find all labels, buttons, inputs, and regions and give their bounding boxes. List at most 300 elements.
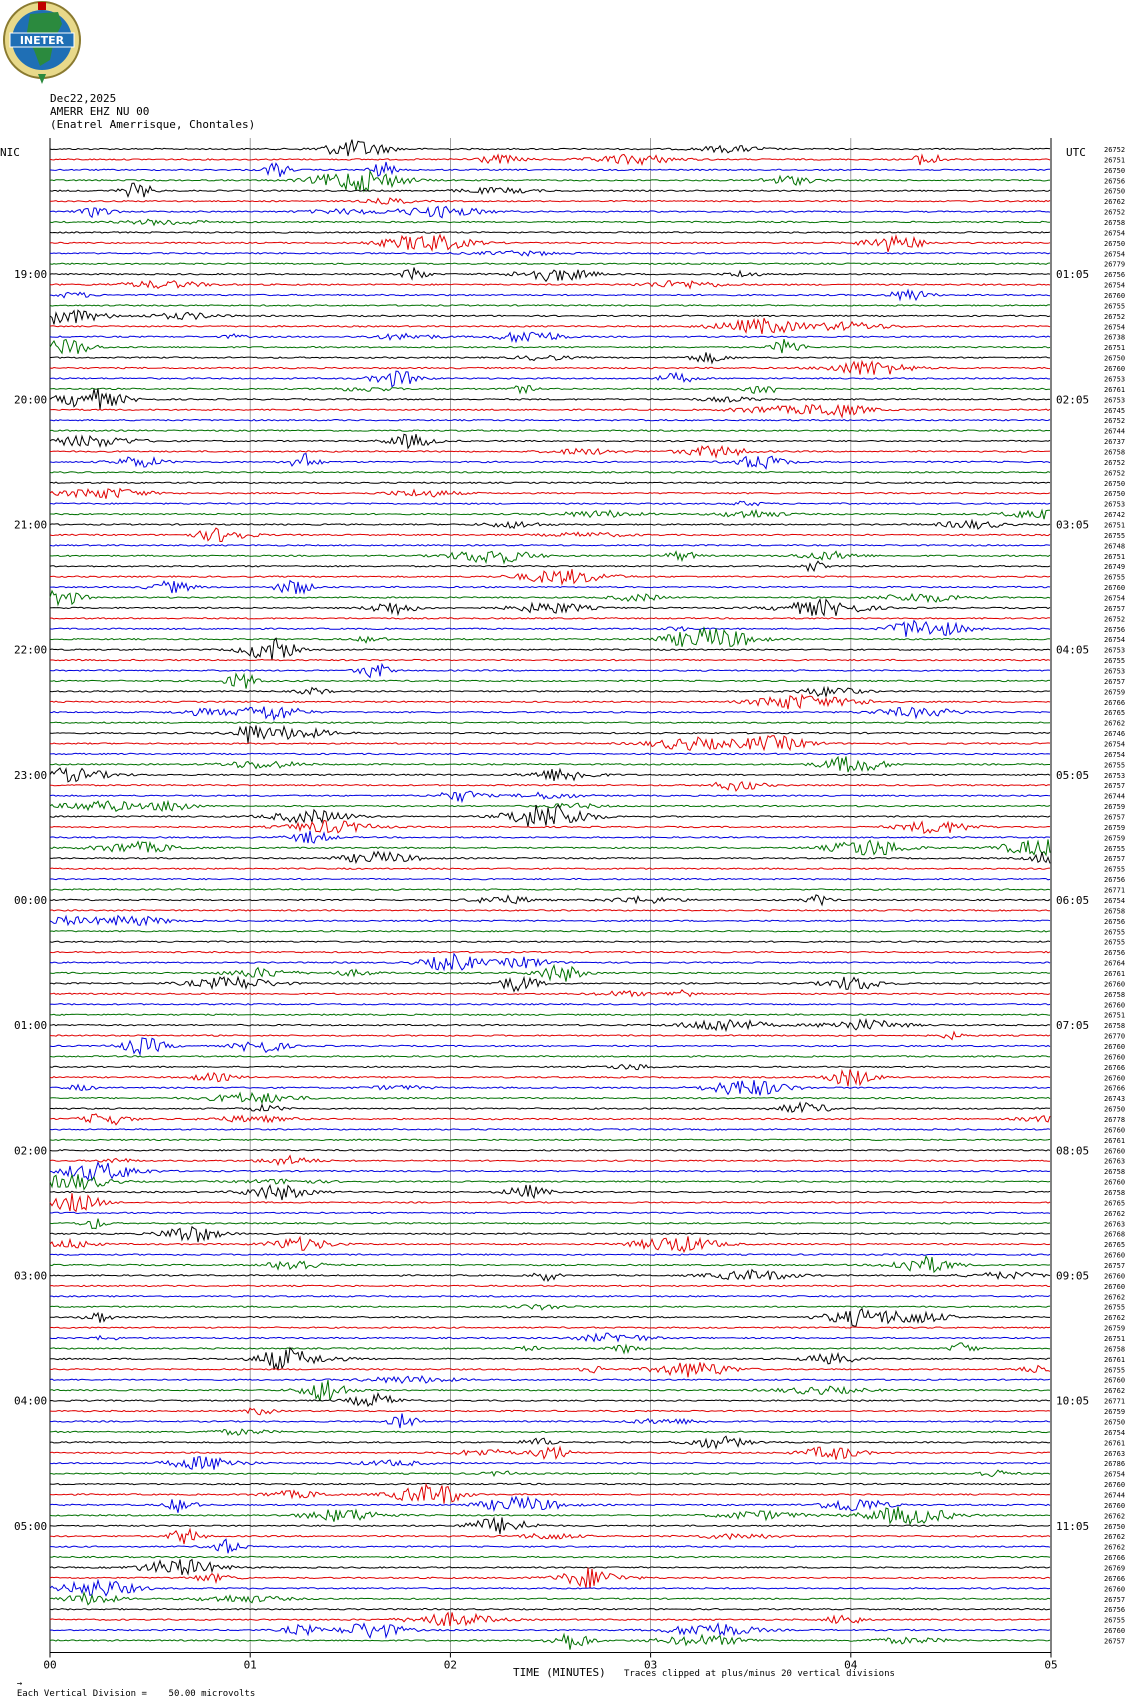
trace-value-label: 26760 <box>1104 1272 1126 1281</box>
seismic-trace <box>50 371 1050 387</box>
trace-value-label: 26754 <box>1104 1470 1126 1479</box>
seismic-trace <box>50 581 1050 594</box>
trace-value-label: 26745 <box>1104 406 1126 415</box>
seismic-trace <box>50 305 1050 306</box>
seismic-trace <box>50 268 1050 282</box>
seismic-trace <box>50 782 1050 791</box>
seismic-trace <box>50 1327 1050 1328</box>
seismic-trace <box>50 1139 1050 1140</box>
seismic-trace <box>50 1156 1050 1165</box>
trace-value-label: 26760 <box>1104 1627 1126 1636</box>
trace-value-label: 26754 <box>1104 229 1126 238</box>
trace-value-label: 26742 <box>1104 511 1126 520</box>
trace-value-label: 26760 <box>1104 980 1126 989</box>
trace-value-label: 26759 <box>1104 803 1126 812</box>
seismic-trace <box>50 318 1050 334</box>
seismic-trace <box>50 1517 1050 1534</box>
seismic-trace <box>50 726 1050 744</box>
x-tick-label: 01 <box>243 1658 257 1672</box>
trace-value-label: 26757 <box>1104 677 1126 686</box>
seismic-trace <box>50 707 1050 720</box>
trace-value-label: 26737 <box>1104 438 1126 447</box>
seismic-trace <box>50 339 1050 354</box>
seismic-trace <box>50 1343 1050 1353</box>
right-hour-label: 10:05 <box>1056 1394 1090 1408</box>
trace-value-label: 26786 <box>1104 1460 1126 1469</box>
right-hour-label: 07:05 <box>1056 1019 1090 1033</box>
trace-value-label: 26753 <box>1104 646 1126 655</box>
trace-value-label: 26763 <box>1104 1449 1126 1458</box>
trace-value-label: 26750 <box>1104 354 1126 363</box>
seismic-trace <box>50 659 1050 660</box>
left-hour-label: 23:00 <box>14 768 48 782</box>
seismic-trace <box>50 1593 1050 1605</box>
seismic-trace <box>50 1394 1050 1407</box>
left-hour-label: 01:00 <box>14 1019 48 1033</box>
trace-value-label: 26762 <box>1104 1387 1126 1396</box>
trace-value-label: 26751 <box>1104 552 1126 561</box>
seismic-trace <box>50 910 1050 911</box>
trace-value-label: 26756 <box>1104 177 1126 186</box>
trace-value-label: 26746 <box>1104 730 1126 739</box>
trace-value-label: 26754 <box>1104 594 1126 603</box>
trace-value-label: 26762 <box>1104 1533 1126 1542</box>
date-label: Dec22,2025 <box>50 92 117 105</box>
seismic-trace <box>50 674 1050 689</box>
left-hour-label: 22:00 <box>14 643 48 657</box>
trace-value-label: 26751 <box>1104 1335 1126 1344</box>
trace-value-label: 26760 <box>1104 584 1126 593</box>
trace-value-label: 26754 <box>1104 281 1126 290</box>
trace-value-label: 26756 <box>1104 271 1126 280</box>
seismic-trace <box>50 1483 1050 1484</box>
trace-value-label: 26761 <box>1104 1439 1126 1448</box>
trace-value-label: 26755 <box>1104 1616 1126 1625</box>
seismic-trace <box>50 420 1050 421</box>
seismic-trace <box>50 1624 1050 1638</box>
trace-value-label: 26754 <box>1104 250 1126 259</box>
seismic-trace <box>50 1470 1050 1477</box>
seismic-trace <box>50 1634 1050 1649</box>
trace-value-label: 26763 <box>1104 1220 1126 1229</box>
seismic-trace <box>50 219 1050 225</box>
trace-value-label: 26752 <box>1104 615 1126 624</box>
seismic-trace <box>50 1162 1050 1180</box>
trace-value-label: 26758 <box>1104 1168 1126 1177</box>
seismic-trace <box>50 1485 1050 1504</box>
trace-value-label: 26759 <box>1104 1324 1126 1333</box>
left-hour-label: 19:00 <box>14 268 48 282</box>
location-label: (Enatrel Amerrisque, Chontales) <box>50 118 256 131</box>
trace-value-label: 26744 <box>1104 792 1126 801</box>
trace-value-label: 26779 <box>1104 260 1126 269</box>
seismic-trace <box>50 1185 1050 1200</box>
seismic-trace <box>50 1581 1050 1596</box>
seismic-trace <box>50 171 1050 191</box>
trace-value-label: 26750 <box>1104 1418 1126 1427</box>
left-hour-label: 02:00 <box>14 1144 48 1158</box>
trace-value-label: 26757 <box>1104 813 1126 822</box>
trace-value-label: 26756 <box>1104 876 1126 885</box>
trace-value-label: 26762 <box>1104 719 1126 728</box>
seismic-trace <box>50 805 1050 827</box>
trace-value-label: 26758 <box>1104 1022 1126 1031</box>
trace-value-label: 26760 <box>1104 1001 1126 1010</box>
trace-value-label: 26751 <box>1104 344 1126 353</box>
trace-value-label: 26761 <box>1104 1355 1126 1364</box>
seismic-trace <box>50 1609 1050 1610</box>
seismic-trace <box>50 1285 1050 1286</box>
seismic-trace <box>50 1020 1050 1031</box>
seismic-trace <box>50 1414 1050 1429</box>
x-axis-title: TIME (MINUTES) <box>513 1666 606 1679</box>
seismic-trace <box>50 472 1050 473</box>
station-label: AMERR EHZ NU 00 <box>50 105 150 118</box>
seismic-trace <box>50 1559 1050 1575</box>
trace-value-label: 26755 <box>1104 573 1126 582</box>
seismic-trace <box>50 791 1050 801</box>
trace-value-label: 26759 <box>1104 688 1126 697</box>
trace-value-label: 26754 <box>1104 1428 1126 1437</box>
trace-value-label: 26750 <box>1104 1105 1126 1114</box>
seismic-trace <box>50 1429 1050 1435</box>
seismic-trace <box>50 1114 1050 1125</box>
seismic-trace <box>50 878 1050 879</box>
seismic-trace <box>50 263 1050 264</box>
seismic-trace <box>50 386 1050 394</box>
right-hour-label: 03:05 <box>1056 518 1090 532</box>
right-hour-label: 02:05 <box>1056 393 1090 407</box>
seismic-trace <box>50 1212 1050 1213</box>
seismic-trace <box>50 1193 1050 1211</box>
trace-value-label: 26752 <box>1104 146 1126 154</box>
trace-value-label: 26758 <box>1104 219 1126 228</box>
seismic-trace <box>50 820 1050 833</box>
seismic-trace <box>50 1612 1050 1626</box>
trace-value-label: 26744 <box>1104 427 1126 436</box>
right-hour-label: 11:05 <box>1056 1519 1090 1533</box>
arrow-icon: → <box>16 1679 23 1689</box>
seismic-trace <box>50 1065 1050 1070</box>
seismic-trace <box>50 310 1050 324</box>
left-hour-label: 05:00 <box>14 1519 48 1533</box>
trace-value-label: 26760 <box>1104 1501 1126 1510</box>
seismic-trace <box>50 1080 1050 1095</box>
seismic-trace <box>50 1457 1050 1470</box>
seismic-trace <box>50 489 1050 499</box>
seismic-trace <box>50 736 1050 751</box>
trace-value-label: 26760 <box>1104 1178 1126 1187</box>
trace-value-label: 26751 <box>1104 521 1126 530</box>
seismic-trace <box>50 990 1050 997</box>
seismic-trace <box>50 831 1050 843</box>
trace-value-label: 26768 <box>1104 1230 1126 1239</box>
seismic-trace <box>50 951 1050 952</box>
trace-value-label: 26758 <box>1104 1189 1126 1197</box>
trace-value-label: 26766 <box>1104 1063 1126 1072</box>
seismic-trace <box>50 1219 1050 1229</box>
right-hour-label: 05:05 <box>1056 768 1090 782</box>
seismic-trace <box>50 1150 1050 1151</box>
trace-value-label: 26753 <box>1104 396 1126 405</box>
seismic-trace <box>50 520 1050 529</box>
seismic-trace <box>50 1376 1050 1383</box>
trace-value-label: 26769 <box>1104 1564 1126 1573</box>
trace-value-label: 26744 <box>1104 1491 1126 1500</box>
seismic-trace <box>50 599 1050 615</box>
trace-value-label: 26753 <box>1104 500 1126 509</box>
seismic-trace <box>50 1070 1050 1087</box>
seismic-trace <box>50 281 1050 289</box>
trace-value-label: 26749 <box>1104 563 1126 572</box>
trace-value-label: 26758 <box>1104 1345 1126 1354</box>
seismic-trace <box>50 290 1050 300</box>
trace-value-label: 26756 <box>1104 949 1126 958</box>
trace-value-label: 26757 <box>1104 1637 1126 1646</box>
seismic-trace <box>50 1236 1050 1251</box>
right-hour-label: 06:05 <box>1056 893 1090 907</box>
seismic-trace <box>50 840 1050 856</box>
trace-value-label: 26738 <box>1104 333 1126 342</box>
seismic-trace <box>50 1362 1050 1377</box>
trace-value-label: 26754 <box>1104 636 1126 645</box>
trace-value-label: 26756 <box>1104 1606 1126 1615</box>
trace-value-label: 26750 <box>1104 490 1126 499</box>
trace-value-label: 26755 <box>1104 302 1126 311</box>
trace-value-label: 26755 <box>1104 1366 1126 1375</box>
seismic-trace <box>50 1227 1050 1242</box>
seismic-trace <box>50 621 1050 637</box>
seismic-trace <box>50 1296 1050 1297</box>
seismic-trace <box>50 941 1050 942</box>
seismic-trace <box>50 352 1050 363</box>
right-hour-label: 09:05 <box>1056 1269 1090 1283</box>
seismic-trace <box>50 664 1050 677</box>
trace-value-label: 26761 <box>1104 1136 1126 1145</box>
clip-note: Traces clipped at plus/minus 20 vertical divisions <box>624 1669 895 1679</box>
trace-value-label: 26752 <box>1104 312 1126 321</box>
left-hour-label: 21:00 <box>14 518 48 532</box>
seismic-trace <box>50 501 1050 505</box>
trace-value-label: 26766 <box>1104 698 1126 707</box>
trace-value-label: 26766 <box>1104 1574 1126 1583</box>
left-hour-label: 00:00 <box>14 893 48 907</box>
seismic-trace <box>50 183 1050 197</box>
seismic-trace <box>50 430 1050 431</box>
seismic-trace <box>50 482 1050 483</box>
right-hour-label: 08:05 <box>1056 1144 1090 1158</box>
trace-value-label: 26760 <box>1104 1585 1126 1594</box>
seismic-trace <box>50 510 1050 519</box>
trace-value-label: 26760 <box>1104 292 1126 301</box>
trace-value-label: 26771 <box>1104 1397 1126 1406</box>
seismic-trace <box>50 362 1050 375</box>
seismic-trace <box>50 966 1050 982</box>
seismic-trace <box>50 528 1050 541</box>
seismic-trace <box>50 434 1050 448</box>
seismic-trace <box>50 1556 1050 1557</box>
trace-value-label: 26750 <box>1104 166 1126 175</box>
seismic-trace <box>50 154 1050 165</box>
trace-value-label: 26752 <box>1104 208 1126 217</box>
seismic-trace <box>50 446 1050 457</box>
seismic-trace <box>50 895 1050 905</box>
seismic-trace <box>50 628 1050 647</box>
trace-value-label: 26770 <box>1104 1032 1126 1041</box>
trace-value-label: 26752 <box>1104 417 1126 426</box>
trace-value-label: 26757 <box>1104 782 1126 791</box>
x-tick-label: 04 <box>844 1658 858 1672</box>
seismic-trace <box>50 1174 1050 1189</box>
seismic-trace <box>50 1038 1050 1054</box>
seismic-trace <box>50 454 1050 469</box>
trace-value-label: 26765 <box>1104 1199 1126 1208</box>
seismic-trace <box>50 388 1050 409</box>
right-hour-label: 01:05 <box>1056 268 1090 282</box>
trace-value-label: 26766 <box>1104 1554 1126 1563</box>
x-tick-label: 02 <box>443 1658 458 1672</box>
seismic-trace <box>50 1497 1050 1513</box>
seismic-trace <box>50 1103 1050 1112</box>
trace-value-label: 26743 <box>1104 1095 1126 1104</box>
seismic-trace <box>50 1436 1050 1448</box>
seismic-trace <box>50 931 1050 932</box>
trace-value-label: 26762 <box>1104 1293 1126 1302</box>
seismic-trace <box>50 1004 1050 1005</box>
seismic-trace <box>50 954 1050 970</box>
trace-value-label: 26778 <box>1104 1115 1126 1124</box>
seismic-trace <box>50 207 1050 218</box>
seismic-trace <box>50 1529 1050 1544</box>
trace-value-label: 26754 <box>1104 323 1126 332</box>
seismic-trace <box>50 591 1050 605</box>
seismic-trace <box>50 1254 1050 1255</box>
trace-value-label: 26753 <box>1104 667 1126 676</box>
trace-value-label: 26750 <box>1104 1522 1126 1531</box>
seismic-trace <box>50 801 1050 811</box>
seismic-trace <box>50 753 1050 754</box>
logo-text: INETER <box>19 34 65 47</box>
seismic-trace <box>50 1333 1050 1341</box>
seismic-trace <box>50 1014 1050 1015</box>
seismic-trace <box>50 618 1050 619</box>
x-tick-label: 00 <box>43 1658 57 1672</box>
seismic-trace <box>50 232 1050 233</box>
seismic-trace <box>50 1256 1050 1272</box>
trace-value-label: 26764 <box>1104 959 1126 968</box>
trace-value-label: 26754 <box>1104 740 1126 749</box>
trace-value-label: 26760 <box>1104 1376 1126 1385</box>
trace-value-label: 26756 <box>1104 625 1126 634</box>
trace-value-label: 26759 <box>1104 1408 1126 1417</box>
left-timezone-label: NIC <box>0 146 20 159</box>
seismic-trace <box>50 1129 1050 1130</box>
trace-value-label: 26762 <box>1104 1543 1126 1552</box>
trace-value-label: 26763 <box>1104 1157 1126 1166</box>
trace-value-label: 26760 <box>1104 1042 1126 1051</box>
seismic-trace <box>50 569 1050 584</box>
trace-value-label: 26760 <box>1104 1251 1126 1260</box>
trace-value-label: 26760 <box>1104 1053 1126 1062</box>
seismic-trace <box>50 1056 1050 1057</box>
trace-value-label: 26755 <box>1104 844 1126 853</box>
right-timezone-label: UTC <box>1066 146 1086 159</box>
trace-value-label: 26755 <box>1104 761 1126 770</box>
seismic-trace <box>50 1093 1050 1103</box>
trace-value-label: 26757 <box>1104 1262 1126 1271</box>
seismic-trace <box>50 140 1050 157</box>
trace-value-label: 26761 <box>1104 969 1126 978</box>
seismic-trace <box>50 1032 1050 1040</box>
seismic-trace <box>50 1408 1050 1415</box>
trace-value-label: 26750 <box>1104 479 1126 488</box>
trace-value-label: 26766 <box>1104 1084 1126 1093</box>
trace-value-label: 26760 <box>1104 1147 1126 1156</box>
trace-value-label: 26753 <box>1104 375 1126 384</box>
trace-value-label: 26750 <box>1104 239 1126 248</box>
seismic-trace <box>50 852 1050 864</box>
seismic-trace <box>50 1539 1050 1553</box>
trace-value-label: 26760 <box>1104 1126 1126 1135</box>
x-tick-label: 03 <box>643 1658 658 1672</box>
trace-value-label: 26760 <box>1104 1481 1126 1490</box>
seismic-trace <box>50 1270 1050 1281</box>
seismic-trace <box>50 405 1050 417</box>
seismic-trace <box>50 198 1050 204</box>
trace-value-label: 26755 <box>1104 531 1126 540</box>
right-hour-label: 04:05 <box>1056 643 1090 657</box>
trace-value-label: 26755 <box>1104 865 1126 874</box>
trace-value-label: 26758 <box>1104 448 1126 457</box>
seismic-trace <box>50 695 1050 709</box>
trace-value-label: 26762 <box>1104 198 1126 207</box>
trace-value-label: 26753 <box>1104 771 1126 780</box>
trace-value-label: 26750 <box>1104 187 1126 196</box>
trace-value-label: 26748 <box>1104 542 1126 551</box>
trace-value-label: 26754 <box>1104 750 1126 759</box>
seismic-trace <box>50 561 1050 571</box>
x-tick-label: 05 <box>1044 1658 1058 1672</box>
seismic-trace <box>50 1309 1050 1326</box>
trace-value-label: 26762 <box>1104 1209 1126 1218</box>
trace-value-label: 26771 <box>1104 886 1126 895</box>
trace-value-label: 26761 <box>1104 385 1126 394</box>
seismic-trace <box>50 638 1050 660</box>
trace-value-label: 26759 <box>1104 834 1126 843</box>
seismic-trace <box>50 1568 1050 1589</box>
trace-value-label: 26760 <box>1104 1282 1126 1291</box>
seismic-trace <box>50 551 1050 563</box>
trace-value-label: 26752 <box>1104 469 1126 478</box>
seismic-trace <box>50 868 1050 869</box>
left-hour-label: 04:00 <box>14 1394 48 1408</box>
trace-value-label: 26755 <box>1104 938 1126 947</box>
seismic-trace <box>50 1348 1050 1370</box>
trace-value-label: 26756 <box>1104 917 1126 926</box>
seismic-trace <box>50 545 1050 546</box>
trace-value-label: 26755 <box>1104 657 1126 666</box>
trace-value-label: 26758 <box>1104 990 1126 999</box>
trace-value-label: 26759 <box>1104 823 1126 832</box>
seismic-trace <box>50 889 1050 890</box>
left-hour-label: 03:00 <box>14 1269 48 1283</box>
trace-value-label: 26765 <box>1104 709 1126 718</box>
trace-value-label: 26765 <box>1104 1241 1126 1250</box>
left-hour-label: 20:00 <box>14 393 48 407</box>
trace-value-label: 26754 <box>1104 896 1126 905</box>
seismic-trace <box>50 1506 1050 1524</box>
trace-value-label: 26760 <box>1104 1074 1126 1083</box>
